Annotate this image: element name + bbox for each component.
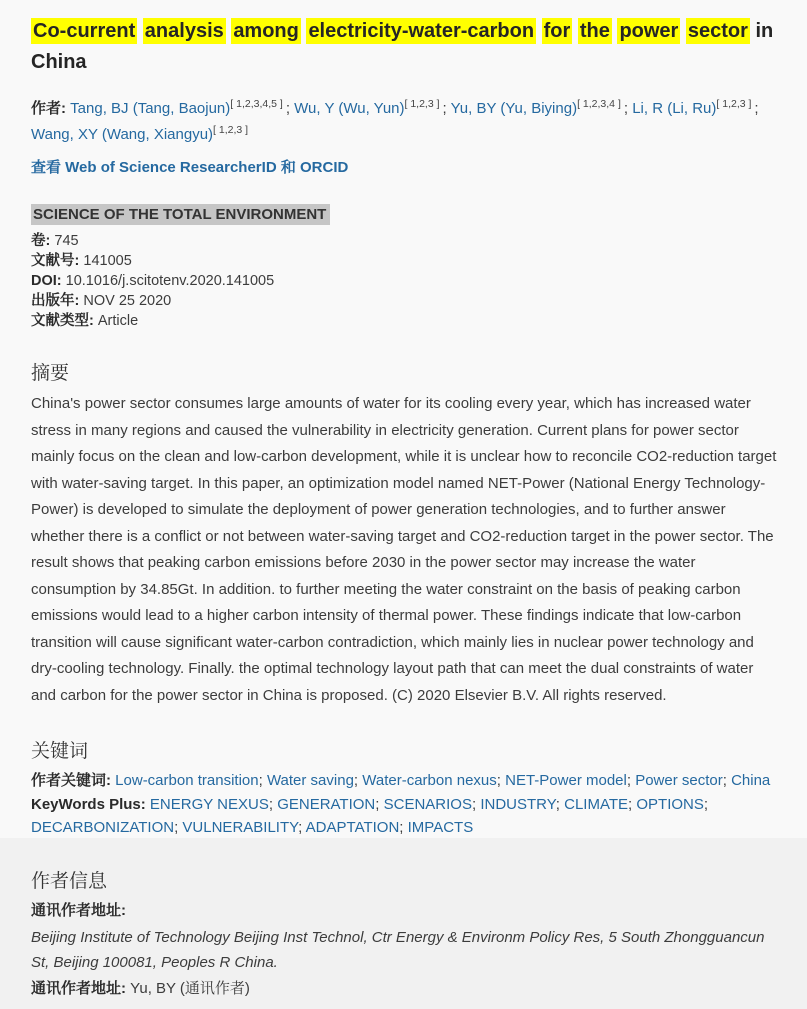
title-highlighted-word: for	[543, 20, 571, 42]
keywords-plus-link[interactable]: CLIMATE	[564, 796, 629, 813]
keywords-plus-row	[31, 793, 777, 839]
separator: ;	[353, 772, 359, 789]
keywords-plus-link[interactable]: IMPACTS	[407, 819, 474, 836]
abstract-heading: 摘要	[31, 363, 70, 384]
keywords-plus-link[interactable]: ADAPTATION	[305, 819, 400, 836]
corresponding-address-label-row	[31, 899, 777, 923]
title-highlighted-word: Co-current	[33, 20, 136, 42]
doc-type-value: Article	[97, 313, 139, 329]
author-affiliation-sup: [ 1,2,3 ]	[716, 98, 752, 110]
separator: ;	[703, 796, 709, 813]
volume-label: 卷:	[31, 233, 51, 249]
author-link[interactable]: Li, R (Li, Ru)	[632, 100, 717, 117]
corresponding-author-value: Yu, BY (通讯作者)	[130, 980, 250, 997]
keywords-plus-link[interactable]: DECARBONIZATION	[31, 819, 175, 836]
separator: ;	[555, 796, 560, 813]
title-highlighted-word: analysis	[144, 20, 224, 42]
author-keyword-link[interactable]: Power sector	[635, 772, 723, 789]
article-number-row	[31, 251, 777, 271]
authors-label: 作者:	[31, 100, 66, 117]
keywords-plus-link[interactable]: ENERGY NEXUS	[149, 796, 269, 813]
separator: ;	[268, 796, 274, 813]
separator: ;	[471, 796, 477, 813]
keywords-plus-link[interactable]: OPTIONS	[636, 796, 704, 813]
title-highlighted-word: the	[579, 20, 610, 42]
journal-row	[31, 204, 777, 226]
doi-label: DOI:	[31, 273, 62, 289]
separator: ;	[258, 772, 263, 789]
title-highlighted-word: electricity-water-carbon	[308, 20, 535, 42]
title-highlighted-word: sector	[687, 20, 748, 42]
author-keyword-link[interactable]: Water saving	[266, 772, 354, 789]
corresponding-address-label: 通讯作者地址:	[31, 902, 126, 919]
keywords-plus-label: KeyWords Plus:	[31, 796, 146, 813]
author-info-heading: 作者信息	[31, 871, 108, 892]
author-link[interactable]: Wu, Y (Wu, Yun)	[294, 100, 405, 117]
doi-value: 10.1016/j.scitotenv.2020.141005	[65, 273, 275, 289]
article-number-label: 文献号:	[31, 253, 80, 269]
author-keyword-link[interactable]: NET-Power model	[505, 772, 627, 789]
doc-type-row	[31, 311, 777, 331]
separator: ;	[628, 796, 633, 813]
doi-row	[31, 271, 777, 291]
researcherid-orcid-link[interactable]: 查看 Web of Science ResearcherID 和 ORCID	[31, 159, 349, 176]
separator: ;	[496, 772, 501, 789]
volume-value: 745	[54, 233, 79, 249]
keywords-plus-link[interactable]: INDUSTRY	[480, 796, 556, 813]
author-keyword-link[interactable]: Low-carbon transition	[115, 772, 259, 789]
author-keywords-row	[31, 769, 777, 792]
volume-row	[31, 231, 777, 251]
author-link[interactable]: Yu, BY (Yu, Biying)	[450, 100, 578, 117]
article-number-value: 141005	[83, 253, 132, 269]
corresponding-author-label: 通讯作者地址:	[31, 980, 126, 997]
doc-type-label: 文献类型:	[31, 313, 94, 329]
researcherid-row	[31, 157, 777, 179]
separator: ;	[298, 819, 303, 836]
page-title	[31, 16, 776, 78]
author-link[interactable]: Tang, BJ (Tang, Baojun)	[70, 100, 231, 117]
separator: ;	[174, 819, 179, 836]
corresponding-address-text: Beijing Institute of Technology Beijing Inst Technol, Ctr Energy & Environm Policy Res, 5 South Zhongguancun St, Beijing 100081, Peoples R China.	[31, 929, 765, 971]
author-affiliation-sup: [ 1,2,3 ]	[213, 124, 249, 136]
keywords-heading: 关键词	[31, 741, 89, 762]
pub-date-value: NOV 25 2020	[83, 293, 172, 309]
separator: ;	[285, 100, 290, 117]
separator: ;	[722, 772, 727, 789]
author-affiliation-sup: [ 1,2,3 ]	[404, 98, 440, 110]
separator: ;	[399, 819, 404, 836]
separator: ;	[375, 796, 380, 813]
keywords-plus-link[interactable]: GENERATION	[277, 796, 376, 813]
title-highlighted-word: among	[233, 20, 299, 42]
author-keywords-label: 作者关键词:	[31, 772, 111, 789]
author-keyword-link[interactable]: Water-carbon nexus	[362, 772, 497, 789]
separator: ;	[623, 100, 629, 117]
pub-date-label: 出版年:	[31, 293, 80, 309]
keywords-plus-link[interactable]: VULNERABILITY	[182, 819, 299, 836]
separator: ;	[626, 772, 632, 789]
corresponding-author-row	[31, 977, 777, 1001]
author-keyword-link[interactable]: China	[731, 772, 771, 789]
title-plain-text: in China	[31, 20, 774, 73]
journal-name[interactable]: SCIENCE OF THE TOTAL ENVIRONMENT	[31, 204, 330, 225]
abstract-text: China's power sector consumes large amounts of water for its cooling every year, which has increased water stress in many regions and caused the vulnerability in electricity generation. Current plans for power sector mainly focus on the clean and low-carbon development, while it is unclear how to reconcile CO2-reduction target with water-saving target. In this paper, an optimization model named NET-Power (National Energy Technology-Power) is developed to simulate the deployment of power generation technologies, and to further answer whether there is a conflict or not between water-saving target and CO2-reduction target in the power sector. The result shows that peaking carbon emissions before 2030 in the power sector may increase the water consumption by 34.85Gt. In addition. to further meeting the water constraint on the basis of peaking carbon emissions would lead to a higher carbon intensity of thermal power. These findings indicate that low-carbon transition will cause significant water-carbon contradiction, which mainly lies in nuclear power technology and dry-cooling technology. Finally. the optimal technology layout path that can meet the dual constraints of water and carbon for the power sector in China is proposed. (C) 2020 Elsevier B.V. All rights reserved.	[31, 395, 777, 704]
pub-date-row	[31, 291, 777, 311]
author-link[interactable]: Wang, XY (Wang, Xiangyu)	[31, 126, 214, 143]
separator: ;	[754, 100, 759, 117]
authors-row	[31, 96, 777, 148]
keywords-plus-link[interactable]: SCENARIOS	[383, 796, 472, 813]
author-affiliation-sup: [ 1,2,3,4 ]	[577, 98, 621, 110]
author-affiliation-sup: [ 1,2,3,4,5 ]	[230, 98, 283, 110]
separator: ;	[442, 100, 447, 117]
metadata-block	[31, 231, 777, 331]
title-highlighted-word: power	[619, 20, 679, 42]
